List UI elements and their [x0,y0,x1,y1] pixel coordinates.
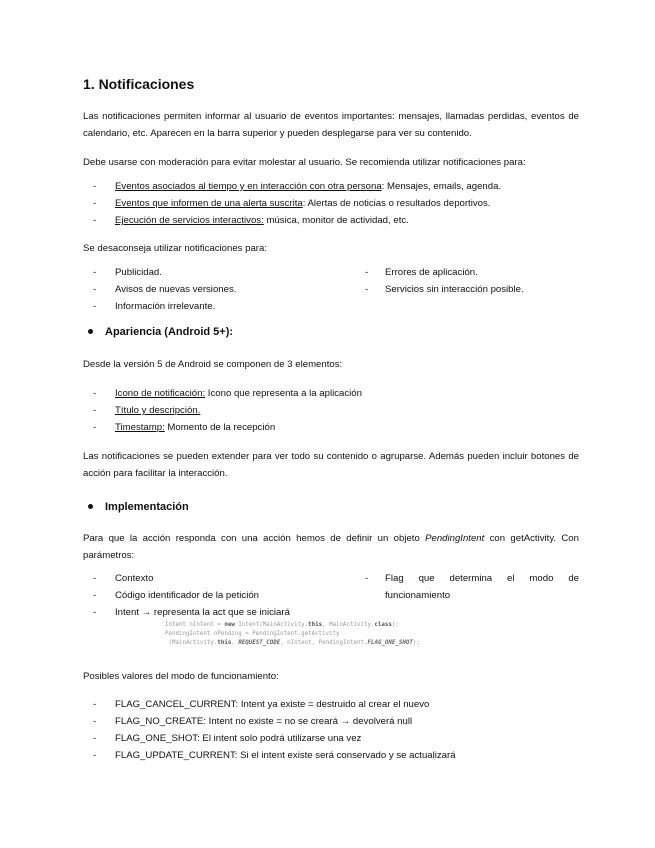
code-snippet [165,621,475,651]
code-token: , [231,640,239,646]
appearance-list [83,385,362,436]
list-item-term: Eventos asociados al tiempo y en interacción con otra persona [115,181,382,192]
list-item: - Publicidad. [83,264,236,281]
list-item [83,178,501,195]
list-item [83,385,362,402]
list-item-term: Título y descripción. [115,405,201,416]
list-item [83,419,362,436]
code-token: , MainActivity. [322,622,375,628]
list-item: - Contexto [83,570,290,587]
code-constant: REQUEST_CODE [238,640,281,646]
code-keyword: this [217,640,232,646]
list-item-text: música, monitor de actividad, etc. [263,215,409,226]
params-list-right-continuation: funcionamiento [385,590,451,601]
code-keyword: class [374,622,392,628]
list-item [83,402,362,419]
text-run: con getActivity. Con parámetros: [83,533,579,561]
list-item: - FLAG_CANCEL_CURRENT: Intent ya existe = destruido al crear el nuevo [83,696,456,713]
implementation-intro [83,530,579,564]
code-token: (MainActivity. [165,640,218,646]
list-item-text: Icono que representa a la aplicación [205,388,362,399]
code-keyword: new [224,622,235,628]
section-heading-text: Apariencia (Android 5+): [105,326,234,338]
list-item-text: : Alertas de noticias o resultados deportivos. [302,198,491,209]
code-keyword: this [308,622,323,628]
list-item: - Flag que determina el modo de [363,570,579,587]
code-token: Intent(MainActivity. [234,622,309,628]
list-item: - Información irrelevante. [83,298,236,315]
page-title: 1. Notificaciones [83,76,195,92]
appearance-outro: Las notificaciones se pueden extender para ver todo su contenido o agruparse. Además pueden incluir botones de acción para facilitar la interacción. [83,451,579,479]
section-heading-text: Implementación [105,501,189,513]
list-item [83,195,501,212]
discourage-list-right [363,264,524,298]
list-item-term: Icono de notificación: [115,388,206,399]
list-item: - Errores de aplicación. [363,264,524,281]
modes-intro: Posibles valores del modo de funcionamiento: [83,671,279,682]
code-token: , nIntent, PendingIntent. [280,640,368,646]
modes-list [83,696,456,764]
list-item [83,212,501,229]
list-item: - Intent → representa la act que se iniciará [83,604,290,621]
params-list-right [363,570,579,587]
appearance-intro: Desde la versión 5 de Android se componen de 3 elementos: [83,359,343,370]
code-token: PendingIntent nPending = PendingIntent.getActivity [165,631,340,637]
discourage-list-left [83,264,236,315]
intro-paragraph: Las notificaciones permiten informar al usuario de eventos importantes: mensajes, llamadas perdidas, eventos de calendario, etc. Aparecen en la barra superior y pueden desplegarse para ver su contenido. [83,111,579,139]
discourage-intro: Se desaconseja utilizar notificaciones para: [83,243,267,254]
bullet-icon [88,329,93,334]
list-item: - FLAG_NO_CREATE: Intent no existe = no se creará → devolverá null [83,713,456,730]
bullet-icon [88,504,93,509]
list-item: - FLAG_ONE_SHOT: El intent solo podrá utilizarse una vez [83,730,456,747]
list-item-term: Eventos que informen de una alerta suscrita [115,198,303,209]
list-item-term: Ejecución de servicios interactivos: [115,215,264,226]
list-item-text: : Mensajes, emails, agenda. [381,181,502,192]
list-item-text: Momento de la recepción [164,422,276,433]
code-token: ); [412,640,420,646]
text-run-italic: PendingIntent [425,533,485,544]
list-item-term: Timestamp: [115,422,165,433]
recommend-list [83,178,501,229]
section-heading-implementation [88,501,189,513]
list-item: - Avisos de nuevas versiones. [83,281,236,298]
text-run: Para que la acción responda con una acción hemos de definir un objeto [83,533,426,544]
section-heading-appearance [88,326,233,338]
recommend-intro: Debe usarse con moderación para evitar molestar al usuario. Se recomienda utilizar notificaciones para: [83,157,526,168]
list-item: - FLAG_UPDATE_CURRENT: Si el intent existe será conservado y se actualizará [83,747,456,764]
params-list-left [83,570,290,621]
code-constant: FLAG_ONE_SHOT [367,640,413,646]
list-item: - Código identificador de la petición [83,587,290,604]
code-token: Intent nIntent = [165,622,225,628]
code-token: ); [391,622,399,628]
list-item: - Servicios sin interacción posible. [363,281,524,298]
